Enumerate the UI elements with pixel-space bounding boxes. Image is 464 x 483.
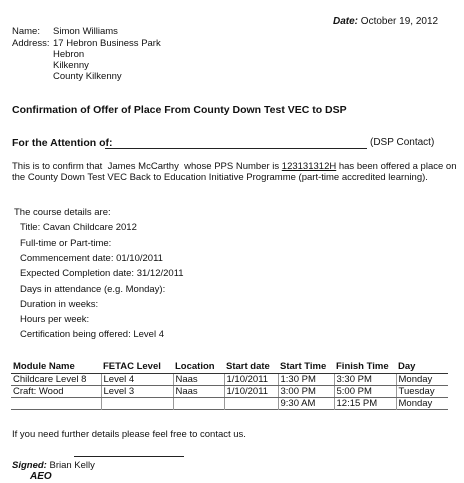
address-label: Address: bbox=[12, 38, 50, 49]
column-header: Start date bbox=[224, 360, 278, 374]
table-cell: 1/10/2011 bbox=[224, 374, 278, 386]
course-details-intro: The course details are: bbox=[14, 207, 111, 218]
column-header: Location bbox=[173, 360, 224, 374]
confirm-suffix: has been offered a place on the County Down Test VEC Back to Education Initiative Programme (part-time accredited learning). bbox=[12, 161, 457, 183]
confirm-person: James McCarthy bbox=[107, 161, 179, 172]
course-detail-line: Full-time or Part-time: bbox=[20, 238, 112, 249]
column-header: FETAC Level bbox=[101, 360, 173, 374]
name-label: Name: bbox=[12, 26, 40, 37]
course-detail-line: Hours per week: bbox=[20, 314, 90, 325]
table-cell: 12:15 PM bbox=[334, 398, 396, 410]
address-line: Kilkenny bbox=[53, 60, 89, 71]
table-cell: 1:30 PM bbox=[278, 374, 334, 386]
table-row bbox=[11, 386, 448, 398]
table-cell: Craft: Wood bbox=[11, 386, 101, 398]
table-cell: Level 3 bbox=[101, 386, 173, 398]
course-detail-line: Title: Cavan Childcare 2012 bbox=[20, 222, 137, 233]
confirm-middle: whose PPS Number is bbox=[184, 161, 280, 172]
table-row bbox=[11, 374, 448, 386]
column-header: Finish Time bbox=[334, 360, 396, 374]
attention-suffix: (DSP Contact) bbox=[370, 137, 435, 148]
signed-label: Signed: bbox=[12, 460, 47, 471]
table-cell bbox=[101, 398, 173, 410]
table-row bbox=[11, 398, 448, 410]
table-cell: Monday bbox=[396, 398, 448, 410]
signature-line bbox=[74, 456, 184, 457]
signer-name: Brian Kelly bbox=[49, 460, 95, 471]
course-detail-line: Commencement date: 01/10/2011 bbox=[20, 253, 163, 264]
address-line: County Kilkenny bbox=[53, 71, 122, 82]
letter-heading: Confirmation of Offer of Place From County Down Test VEC to DSP bbox=[12, 104, 347, 116]
table-cell bbox=[11, 398, 101, 410]
signed-block bbox=[12, 460, 95, 471]
table-cell: 3:30 PM bbox=[334, 374, 396, 386]
table-cell: Childcare Level 8 bbox=[11, 374, 101, 386]
letter-date bbox=[333, 16, 438, 27]
table-cell: 9:30 AM bbox=[278, 398, 334, 410]
table-cell: Naas bbox=[173, 374, 224, 386]
contact-note: If you need further details please feel free to contact us. bbox=[12, 429, 246, 440]
course-detail-line: Days in attendance (e.g. Monday): bbox=[20, 284, 166, 295]
recipient-name: Simon Williams bbox=[53, 26, 118, 37]
table-cell bbox=[173, 398, 224, 410]
address-line: 17 Hebron Business Park bbox=[53, 38, 161, 49]
table-cell: Naas bbox=[173, 386, 224, 398]
column-header: Module Name bbox=[11, 360, 101, 374]
module-table-header-row bbox=[11, 360, 448, 374]
address-line: Hebron bbox=[53, 49, 85, 60]
course-detail-line: Duration in weeks: bbox=[20, 299, 99, 310]
column-header: Start Time bbox=[278, 360, 334, 374]
attention-label: For the Attention of: bbox=[12, 137, 113, 149]
confirmation-paragraph bbox=[12, 161, 460, 183]
pps-number: 123131312H bbox=[281, 161, 337, 172]
table-cell: Monday bbox=[396, 374, 448, 386]
attention-blank-line bbox=[105, 148, 367, 149]
date-value: October 19, 2012 bbox=[360, 16, 439, 27]
table-cell bbox=[224, 398, 278, 410]
table-cell: 3:00 PM bbox=[278, 386, 334, 398]
date-label: Date: bbox=[333, 16, 359, 27]
confirm-prefix: This is to confirm that bbox=[12, 161, 103, 172]
module-table bbox=[11, 360, 448, 410]
table-cell: Tuesday bbox=[396, 386, 448, 398]
column-header: Day bbox=[396, 360, 448, 374]
course-detail-line: Certification being offered: Level 4 bbox=[20, 329, 164, 340]
signer-title: AEO bbox=[30, 471, 52, 482]
course-detail-line: Expected Completion date: 31/12/2011 bbox=[20, 268, 184, 279]
table-cell: 5:00 PM bbox=[334, 386, 396, 398]
table-cell: Level 4 bbox=[101, 374, 173, 386]
table-cell: 1/10/2011 bbox=[224, 386, 278, 398]
